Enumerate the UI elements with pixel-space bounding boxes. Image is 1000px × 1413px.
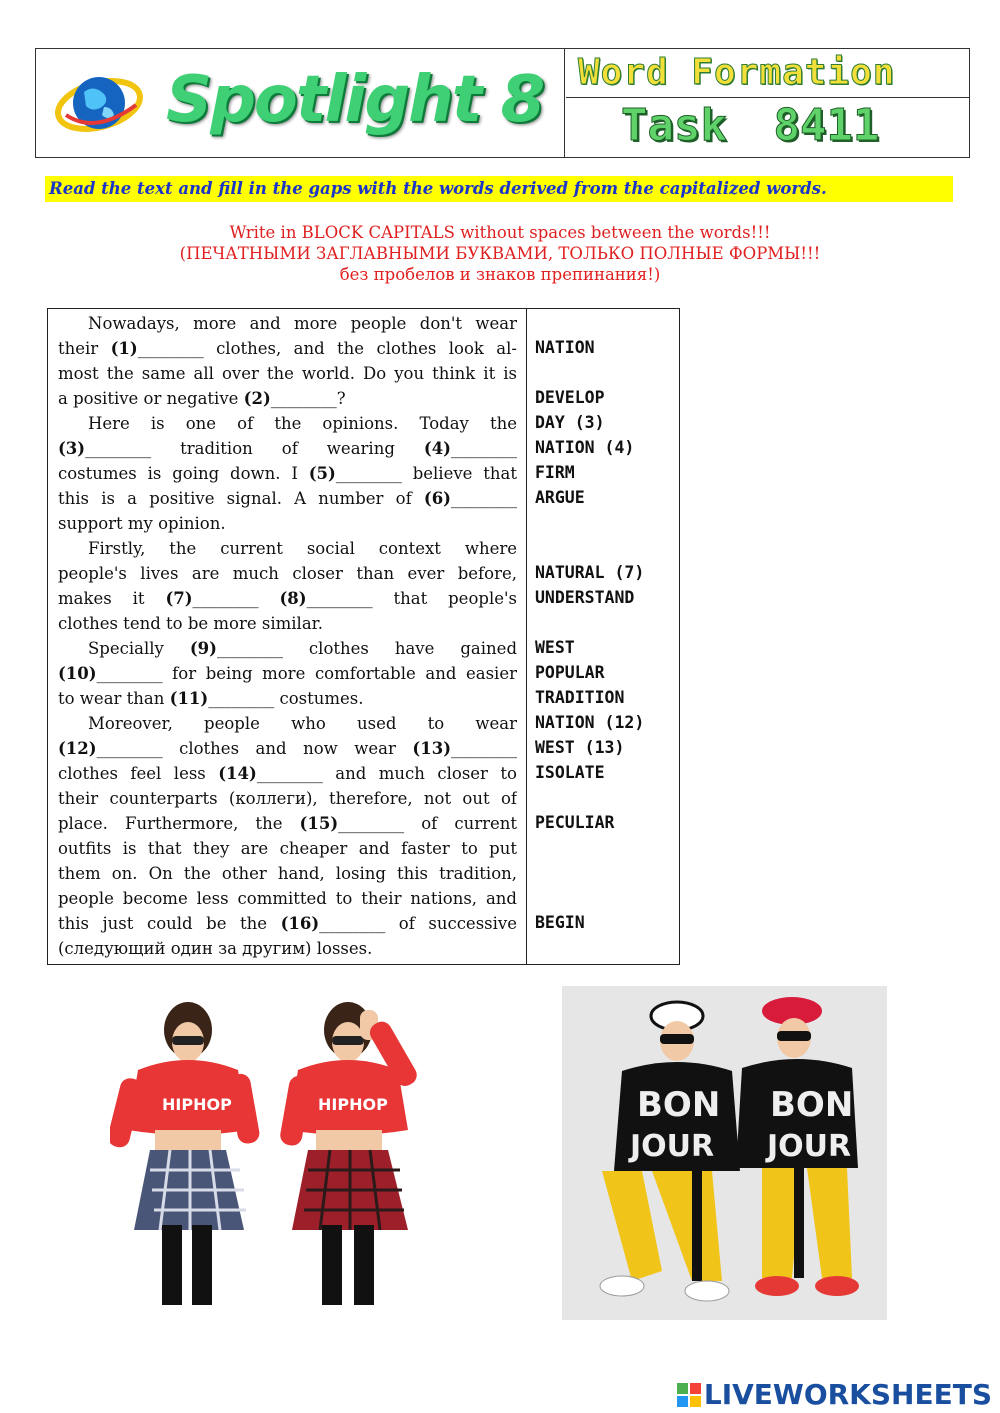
header-task-cell [566,98,969,157]
spotlight-logo-text: Spotlight 8 [166,63,544,137]
text-line: most the same all over the world. Do you think it is [58,364,517,383]
base-word: POPULAR [535,663,605,682]
shirt-text-jour-left: JOUR [630,1129,715,1164]
text-line: this just could be the (16)________ of successive [58,914,517,933]
text-line: Moreover, people who used to wear [88,714,517,733]
word-formation-title: Word Formation [578,52,896,93]
text-line: their counterparts (коллеги), therefore, not out of [58,789,517,808]
base-word: TRADITION [535,688,625,707]
base-word: NATURAL (7) [535,563,645,582]
text-line: people become less committed to their nations, and [58,889,517,908]
globe-logo-icon [54,67,144,139]
text-line: to wear than (11)________ costumes. [58,689,364,708]
note-line-1: Write in BLOCK CAPITALS without spaces between the words!!! [229,223,771,242]
base-word: DAY (3) [535,413,605,432]
photo-kids-bonjour [562,986,887,1320]
text-line: (12)________ clothes and now wear (13)________ [58,739,517,758]
text-line: them on. On the other hand, losing this tradition, [58,864,517,883]
header-logo-cell [36,49,565,157]
text-line: people's lives are much closer than ever before, [58,564,517,583]
base-word: UNDERSTAND [535,588,635,607]
text-line: Here is one of the opinions. Today the [88,414,517,433]
worksheet-header [35,48,970,158]
base-word: NATION (12) [535,713,645,732]
exercise-table [47,308,680,965]
liveworksheets-icon [677,1383,701,1407]
text-line: (10)________ for being more comfortable and easier [58,664,517,683]
text-line: Nowadays, more and more people don't wear [88,314,517,333]
text-line: a positive or negative (2)________? [58,389,346,408]
exercise-text [58,311,517,961]
base-word: NATION (4) [535,438,635,457]
note-line-3: без пробелов и знаков препинания!) [339,265,661,284]
text-line: clothes tend to be more similar. [58,614,323,633]
base-word: FIRM [535,463,575,482]
shirt-text-right: HIPHOP [318,1095,388,1114]
shirt-text-left: HIPHOP [162,1095,232,1114]
instruction-banner: Read the text and fill in the gaps with the words derived from the capitalized words. [45,176,953,202]
shirt-text-jour-right: JOUR [767,1129,852,1164]
text-line: this is a positive signal. A number of (6)________ [58,489,517,508]
text-line: place. Furthermore, the (15)________ of current [58,814,517,833]
base-word: WEST (13) [535,738,625,757]
text-line: (3)________ tradition of wearing (4)________ [58,439,517,458]
shirt-text-bon-left: BON [637,1085,721,1125]
text-line: Firstly, the current social context where [88,539,517,558]
text-line: support my opinion. [58,514,226,533]
shirt-text-bon-right: BON [770,1085,854,1125]
task-number: Task 8411 [621,100,880,151]
text-line: outfits is that they are cheaper and faster to put [58,839,517,858]
text-line: Specially (9)________ clothes have gained [88,639,517,658]
text-line: costumes is going down. I (5)________ believe that [58,464,517,483]
base-word: DEVELOP [535,388,605,407]
column-divider [526,309,527,964]
header-title-cell [566,49,969,98]
text-line: their (1)________ clothes, and the clothes look al- [58,339,517,358]
photo-girls-hiphop [110,990,440,1320]
note-line-2: (ПЕЧАТНЫМИ ЗАГЛАВНЫМИ БУКВАМИ, ТОЛЬКО ПОЛНЫЕ ФОРМЫ!!! [179,244,821,263]
text-line: clothes feel less (14)________ and much closer to [58,764,517,783]
text-line: (следующий один за другим) losses. [58,939,373,958]
base-word: ISOLATE [535,763,605,782]
base-word: ARGUE [535,488,585,507]
base-word: WEST [535,638,575,657]
base-word: NATION [535,338,595,357]
base-word: BEGIN [535,913,585,932]
base-word: PECULIAR [535,813,615,832]
liveworksheets-brand[interactable] [677,1378,992,1411]
liveworksheets-text: LIVEWORKSHEETS [703,1378,992,1411]
text-line: makes it (7)________ (8)________ that people's [58,589,517,608]
